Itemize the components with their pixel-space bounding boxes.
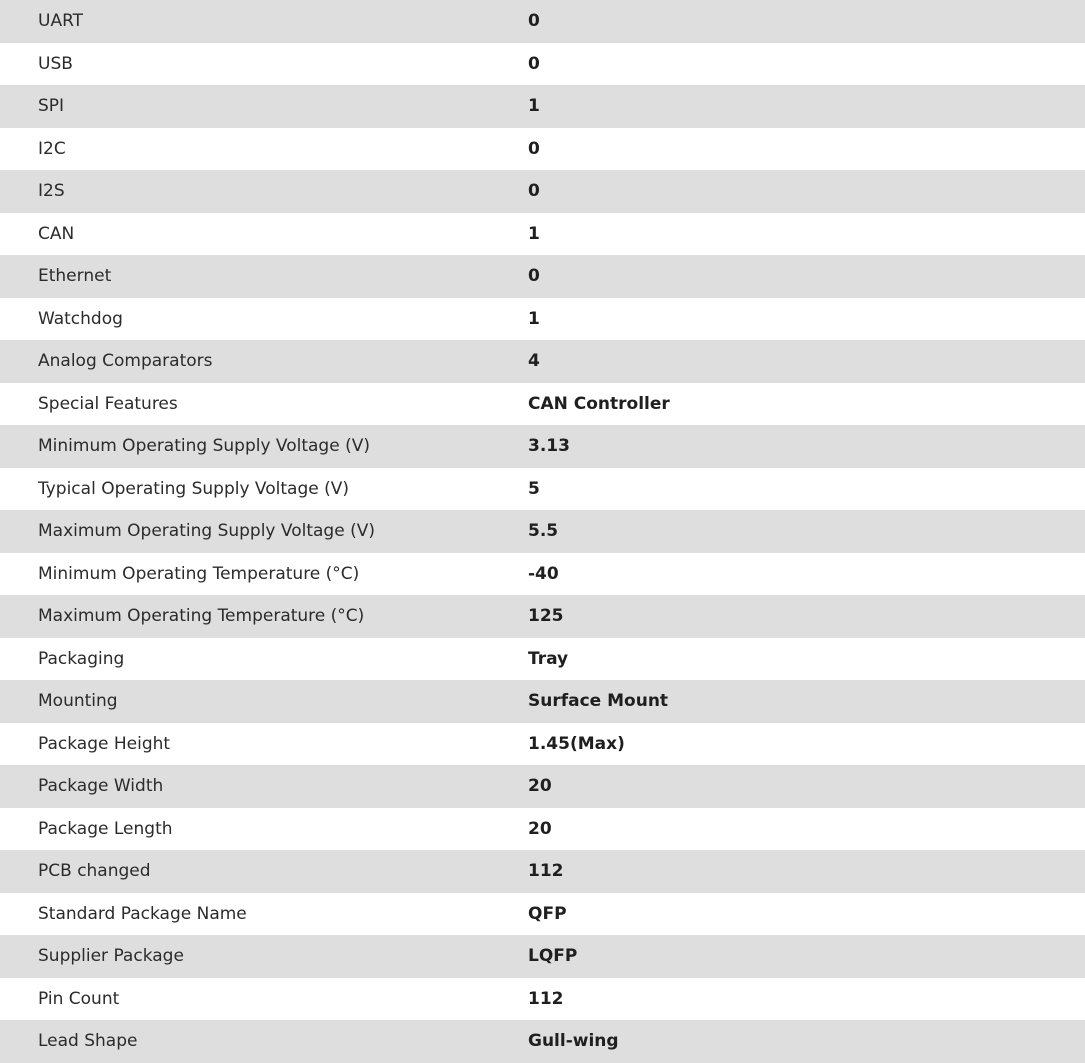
spec-value: 0 [528, 11, 540, 31]
spec-row-supplier-package [0, 935, 1085, 978]
spec-label: Minimum Operating Supply Voltage (V) [38, 436, 370, 456]
spec-value: 20 [528, 776, 552, 796]
spec-row-pin-count [0, 978, 1085, 1021]
spec-label: I2S [38, 181, 65, 201]
spec-label: Standard Package Name [38, 903, 247, 924]
spec-label: SPI [38, 96, 65, 116]
spec-row-uart [0, 0, 1085, 43]
spec-value: CAN Controller [528, 393, 670, 414]
spec-value: 0 [528, 138, 540, 159]
spec-value: 1 [528, 308, 540, 329]
spec-label: Packaging [38, 648, 125, 669]
spec-row-ethernet [0, 255, 1085, 298]
spec-label: Watchdog [38, 308, 123, 329]
spec-label: PCB changed [38, 861, 151, 881]
spec-row-max-temperature [0, 595, 1085, 638]
spec-row-package-height [0, 723, 1085, 766]
spec-row-package-width [0, 765, 1085, 808]
spec-label: UART [38, 11, 84, 31]
spec-label: Minimum Operating Temperature (°C) [38, 563, 360, 584]
spec-row-can [0, 213, 1085, 256]
spec-label: Maximum Operating Supply Voltage (V) [38, 521, 375, 541]
spec-label: Package Length [38, 818, 173, 839]
spec-label: Maximum Operating Temperature (°C) [38, 606, 365, 626]
spec-row-typical-supply-voltage [0, 468, 1085, 511]
spec-row-analog-comparators [0, 340, 1085, 383]
spec-label: CAN [38, 223, 75, 244]
spec-value: Gull-wing [528, 1031, 619, 1051]
spec-label: Analog Comparators [38, 351, 213, 371]
spec-row-lead-shape [0, 1020, 1085, 1063]
spec-label: Ethernet [38, 266, 112, 286]
spec-value: -40 [528, 563, 559, 584]
spec-label: Special Features [38, 393, 178, 414]
spec-label: USB [38, 53, 73, 74]
spec-label: Package Height [38, 733, 171, 754]
spec-row-min-temperature [0, 553, 1085, 596]
spec-row-packaging [0, 638, 1085, 681]
spec-value: QFP [528, 903, 567, 924]
spec-row-max-supply-voltage [0, 510, 1085, 553]
spec-label: Lead Shape [38, 1031, 138, 1051]
spec-row-watchdog [0, 298, 1085, 341]
spec-value: 1.45(Max) [528, 733, 625, 754]
spec-value: 112 [528, 861, 564, 881]
spec-label: Package Width [38, 776, 164, 796]
spec-row-special-features [0, 383, 1085, 426]
spec-row-package-length [0, 808, 1085, 851]
spec-value: 125 [528, 606, 564, 626]
spec-row-spi [0, 85, 1085, 128]
spec-value: Surface Mount [528, 691, 669, 711]
spec-value: LQFP [528, 946, 578, 966]
spec-value: 112 [528, 988, 564, 1009]
spec-row-i2c [0, 128, 1085, 171]
spec-row-mounting [0, 680, 1085, 723]
spec-row-min-supply-voltage [0, 425, 1085, 468]
spec-label: Pin Count [38, 988, 120, 1009]
spec-value: 20 [528, 818, 552, 839]
spec-value: 0 [528, 266, 540, 286]
spec-label: I2C [38, 138, 66, 159]
spec-value: 1 [528, 223, 540, 244]
spec-value: 4 [528, 351, 540, 371]
spec-value: 3.13 [528, 436, 570, 456]
spec-value: 1 [528, 96, 540, 116]
spec-row-usb [0, 43, 1085, 86]
spec-row-pcb-changed [0, 850, 1085, 893]
spec-value: 0 [528, 181, 540, 201]
spec-value: 0 [528, 53, 540, 74]
spec-row-i2s [0, 170, 1085, 213]
spec-label: Typical Operating Supply Voltage (V) [38, 478, 349, 499]
spec-value: 5 [528, 478, 540, 499]
spec-label: Mounting [38, 691, 118, 711]
spec-value: 5.5 [528, 521, 559, 541]
spec-label: Supplier Package [38, 946, 184, 966]
spec-row-standard-package-name [0, 893, 1085, 936]
spec-value: Tray [528, 648, 569, 669]
